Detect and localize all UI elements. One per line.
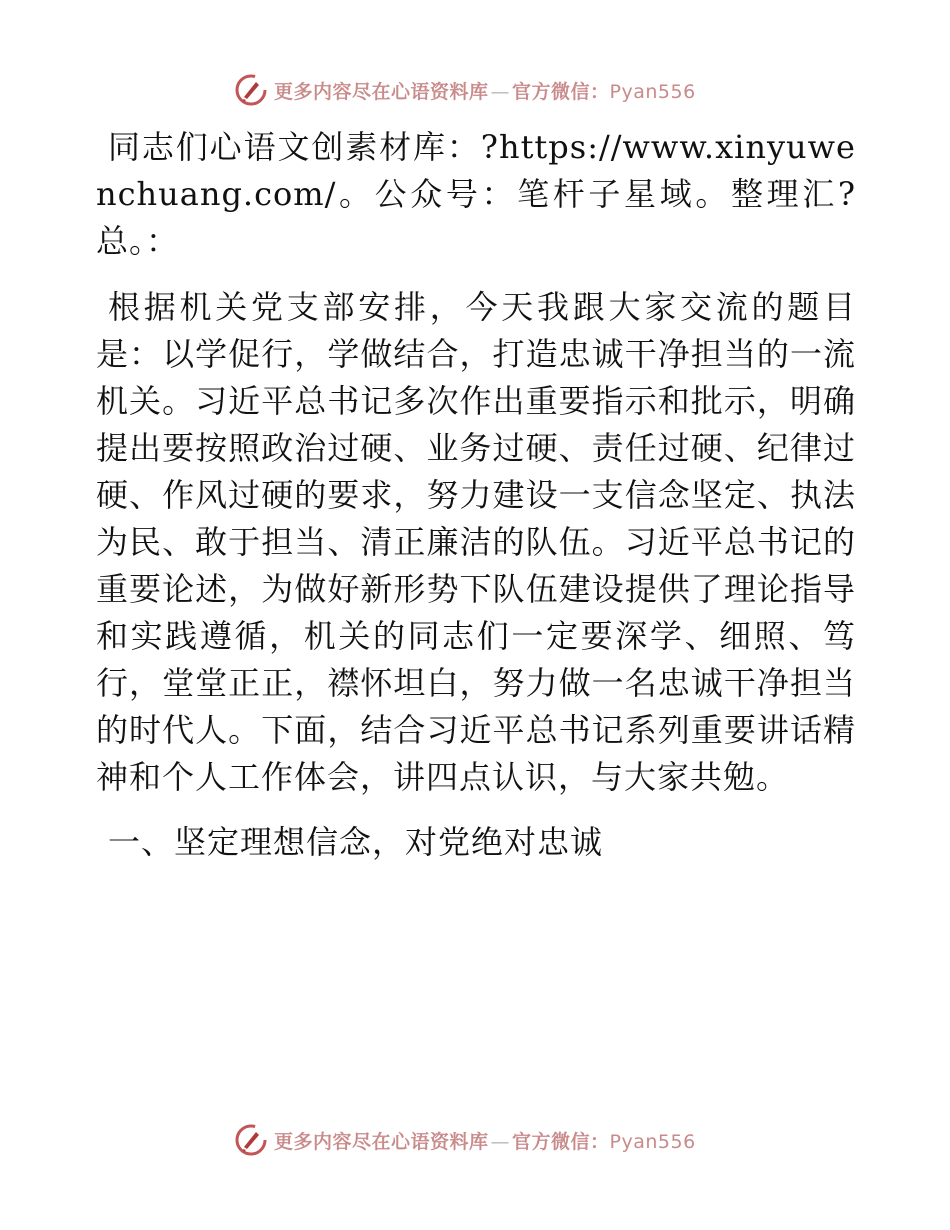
footer-banner xyxy=(234,1122,714,1158)
banner-slogan xyxy=(274,1127,696,1154)
section-heading: 一、坚定理想信念，对党绝对忠诚 xyxy=(108,823,604,861)
banner-slogan-text: 更多内容尽在心语资料库 xyxy=(274,1130,489,1153)
document-body xyxy=(96,124,856,866)
brush-logo-icon xyxy=(234,73,268,107)
body-paragraph: 根据机关党支部安排，今天我跟大家交流的题目是：以学促行，学做结合，打造忠诚干净担当的一流机关。习近平总书记多次作出重要指示和批示，明确提出要按照政治过硬、业务过硬、责任过硬、纪律过硬、作风过硬的要求，努力建设一支信念坚定、执法为民、敢于担当、清正廉洁的队伍。习近平总书记的重要论述，为做好新形势下队伍建设提供了理论指导和实践遵循，机关的同志们一定要深学、细照、笃行，堂堂正正，襟怀坦白，努力做一名忠诚干净担当的时代人。下面，结合习近平总书记系列重要讲话精神和个人工作体会，讲四点认识，与大家共勉。 xyxy=(96,288,856,796)
header-banner xyxy=(234,72,714,108)
banner-wechat-label: 官方微信： xyxy=(512,80,610,103)
banner-dash: — xyxy=(490,1130,511,1153)
banner-slogan-text: 更多内容尽在心语资料库 xyxy=(274,80,489,103)
banner-wechat-id: Pyan556 xyxy=(609,80,696,103)
banner-wechat-id: Pyan556 xyxy=(609,1130,696,1153)
brush-logo-icon xyxy=(234,1123,268,1157)
banner-slogan xyxy=(274,77,696,104)
banner-dash: — xyxy=(490,80,511,103)
intro-paragraph: 同志们心语文创素材库：?https://www.xinyuwenchuang.com/。公众号：笔杆子星域。整理汇?总。： xyxy=(96,128,856,260)
banner-wechat-label: 官方微信： xyxy=(512,1130,610,1153)
